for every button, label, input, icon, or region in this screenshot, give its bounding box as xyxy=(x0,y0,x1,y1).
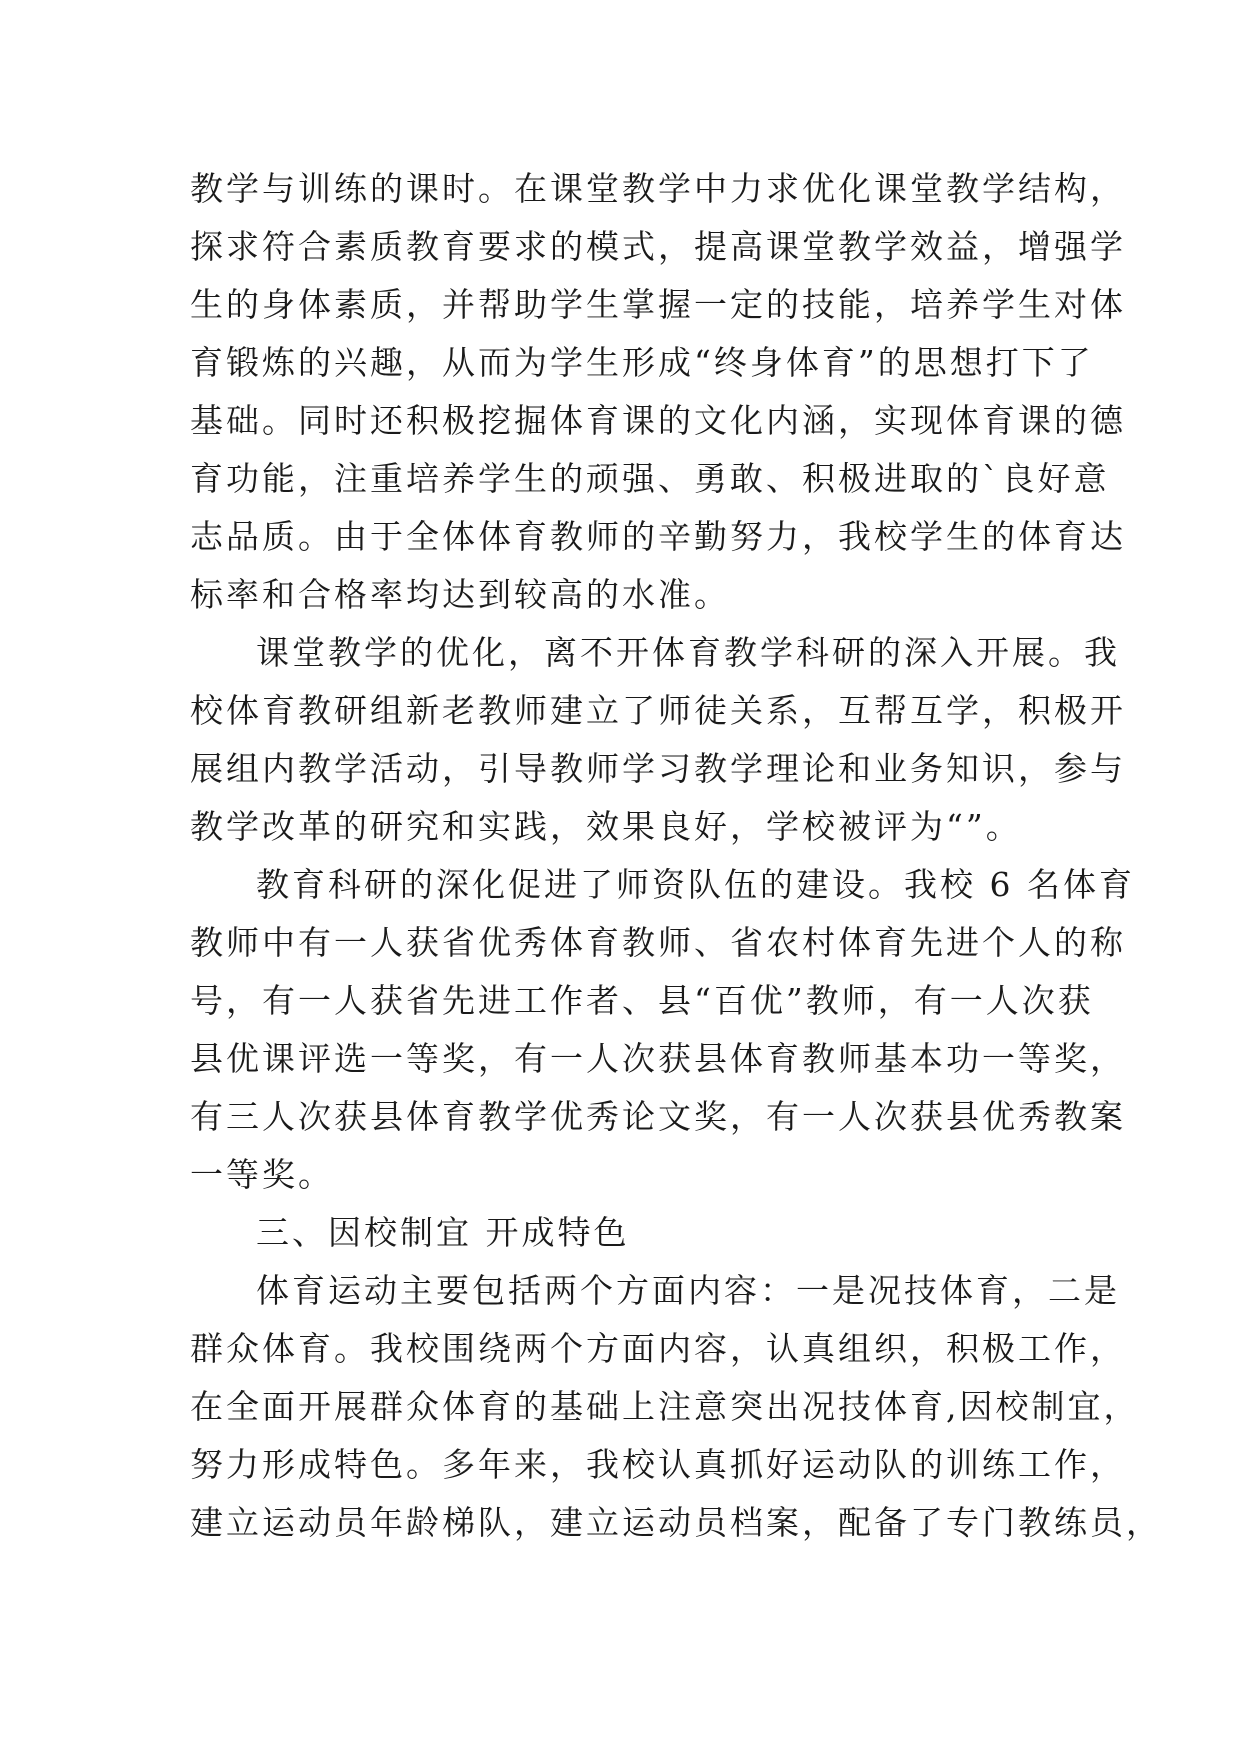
text-line: 育锻炼的兴趣，从而为学生形成“终身体育”的思想打下了 xyxy=(190,343,1094,382)
text-line: 生的身体素质，并帮助学生掌握一定的技能，培养学生对体 xyxy=(190,285,1126,324)
text-line: 体育运动主要包括两个方面内容：一是况技体育，二是 xyxy=(256,1271,1120,1310)
text-line: 探求符合素质教育要求的模式，提高课堂教学效益，增强学 xyxy=(190,227,1126,266)
text-line: 群众体育。我校围绕两个方面内容，认真组织，积极工作， xyxy=(190,1329,1126,1368)
text-line: 教师中有一人获省优秀体育教师、省农村体育先进个人的称 xyxy=(190,923,1126,962)
heading-line: 三、因校制宜 开成特色 xyxy=(256,1213,630,1252)
text-line: 展组内教学活动，引导教师学习教学理论和业务知识，参与 xyxy=(190,749,1126,788)
section-heading xyxy=(190,1204,1060,1262)
text-line: 标率和合格率均达到较高的水准。 xyxy=(190,575,730,614)
text-line: 教学与训练的课时。在课堂教学中力求优化课堂教学结构， xyxy=(190,169,1126,208)
text-line: 基础。同时还积极挖掘体育课的文化内涵，实现体育课的德 xyxy=(190,401,1126,440)
text-line: 教育科研的深化促进了师资队伍的建设。我校 6 名体育 xyxy=(256,865,1135,904)
text-line: 县优课评选一等奖，有一人次获县体育教师基本功一等奖， xyxy=(190,1039,1126,1078)
text-line: 建立运动员年龄梯队，建立运动员档案，配备了专门教练员， xyxy=(190,1503,1162,1542)
paragraph-2 xyxy=(190,624,1126,856)
paragraph-5 xyxy=(190,1262,1162,1552)
text-line: 努力形成特色。多年来，我校认真抓好运动队的训练工作， xyxy=(190,1445,1126,1484)
text-line: 教学改革的研究和实践，效果良好，学校被评为“”。 xyxy=(190,807,1022,846)
text-line: 校体育教研组新老教师建立了师徒关系，互帮互学，积极开 xyxy=(190,691,1126,730)
text-line: 志品质。由于全体体育教师的辛勤努力，我校学生的体育达 xyxy=(190,517,1126,556)
text-line: 号，有一人获省先进工作者、县“百优”教师，有一人次获 xyxy=(190,981,1094,1020)
document-body xyxy=(190,160,1162,1552)
paragraph-1 xyxy=(190,160,1126,624)
text-line: 课堂教学的优化，离不开体育教学科研的深入开展。我 xyxy=(256,633,1120,672)
text-line: 育功能，注重培养学生的顽强、勇敢、积极进取的`良好意 xyxy=(190,459,1110,498)
text-line: 在全面开展群众体育的基础上注意突出况技体育,因校制宜， xyxy=(190,1387,1140,1426)
text-line: 有三人次获县体育教学优秀论文奖，有一人次获县优秀教案 xyxy=(190,1097,1126,1136)
text-line: 一等奖。 xyxy=(190,1155,334,1194)
paragraph-3 xyxy=(190,856,1135,1204)
